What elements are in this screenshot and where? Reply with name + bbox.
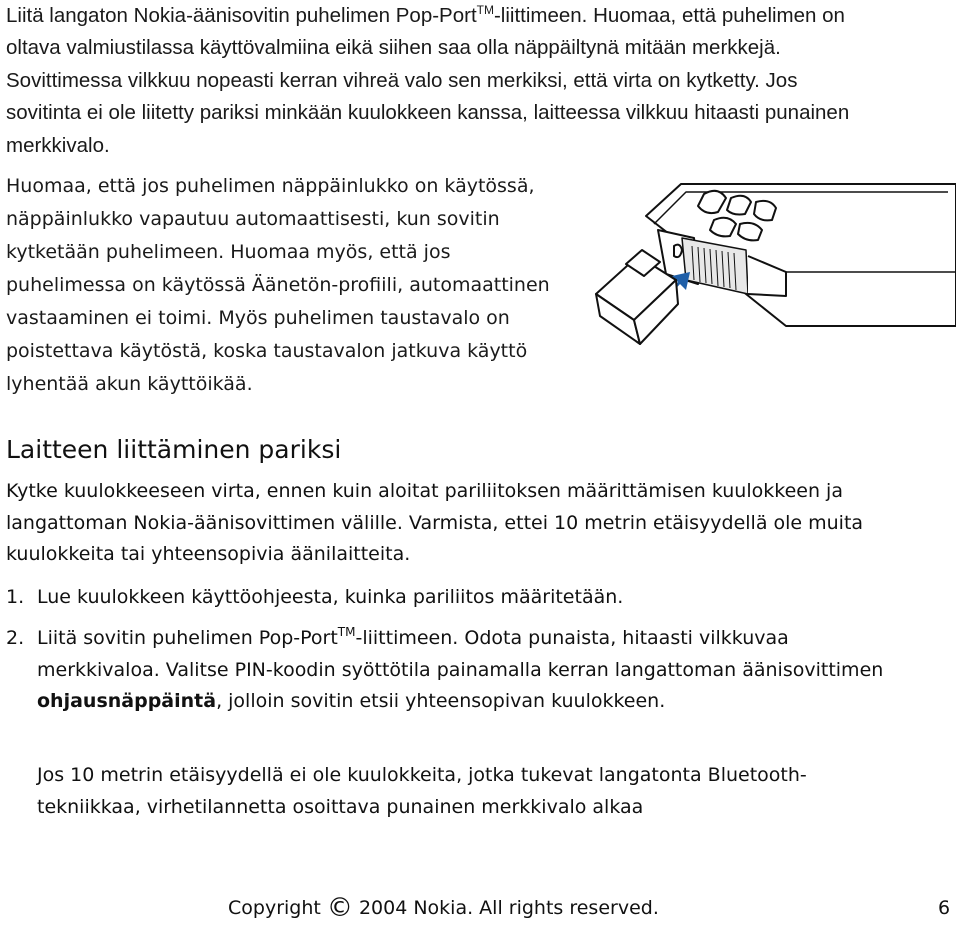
adapter-connection-illustration (586, 176, 956, 356)
trademark-sup: TM (337, 625, 356, 639)
copyright-word: Copyright (228, 897, 321, 919)
copyright-footer (228, 890, 659, 926)
intro-p1-text-cont: -liittimeen. Huomaa, että puhelimen on oltava valmiustilassa käyttövalmiina eikä siihen saa olla näppäiltynä mitään merkkejä. Sovittimessa vilkkuu nopeasti kerran vihreä valo sen merkiksi, että virta on kytketty. Jos sovitinta ei ole liitetty pariksi minkään kuulokkeen kanssa, laitteessa vilkkuu hitaasti punainen merkkivalo. (6, 4, 850, 157)
intro-paragraph-1 (6, 0, 866, 162)
step2-text-end: , jolloin sovitin etsii yhteensopivan kuulokkeen. (216, 690, 666, 712)
continuation-text: Jos 10 metrin etäisyydellä ei ole kuulokkeita, jotka tukevat langatonta Bluetooth-tekniikkaa, virhetilannetta osoittava punainen merkkivalo alkaa (37, 764, 807, 818)
list-item (6, 623, 906, 718)
copyright-text: 2004 Nokia. All rights reserved. (358, 897, 659, 919)
step2-text-cont: -liittimeen. Odota punaista, hitaasti vilkkuvaa merkkivaloa. Valitse PIN-koodin syöttötila painamalla kerran langattoman äänisovittimen (37, 627, 884, 681)
section-heading: Laitteen liittäminen pariksi (6, 435, 342, 464)
list-item-text: Lue kuulokkeen käyttöohjeesta, kuinka pariliitos määritetään. (37, 586, 624, 608)
bold-key-name: ohjausnäppäintä (37, 690, 217, 712)
list-item-number: 2. (6, 627, 25, 649)
phone-illustration (646, 184, 956, 326)
page-number: 6 (938, 897, 951, 919)
copyright-icon: © (326, 893, 353, 923)
list-continuation (6, 760, 906, 823)
trademark-sup: TM (476, 3, 494, 17)
step2-text: Liitä sovitin puhelimen Pop-Port (37, 627, 338, 649)
list-item-text (37, 623, 906, 718)
list-item-number: 1. (6, 586, 25, 608)
list-item (6, 582, 906, 614)
intro-p1-text: Liitä langaton Nokia-äänisovitin puhelimen Pop-Port (6, 4, 477, 27)
section-body: Kytke kuulokkeeseen virta, ennen kuin aloitat pariliitoksen määrittämisen kuulokkeen ja langattoman Nokia-äänisovittimen välille. Varmista, ettei 10 metrin etäisyydellä ole muita kuulokkeita tai yhteensopivia äänilaitteita. (6, 480, 864, 565)
intro-paragraph-2: Huomaa, että jos puhelimen näppäinlukko on käytössä, näppäinlukko vapautuu automaattisesti, kun sovitin kytketään puhelimeen. Huomaa myös, että jos puhelimessa on käytössä Äänetön-profiili, automaattinen vastaaminen ei toimi. Myös puhelimen taustavalo on poistettava käytöstä, koska taustavalon jatkuva käyttö lyhentää akun käyttöikää. (6, 175, 550, 395)
